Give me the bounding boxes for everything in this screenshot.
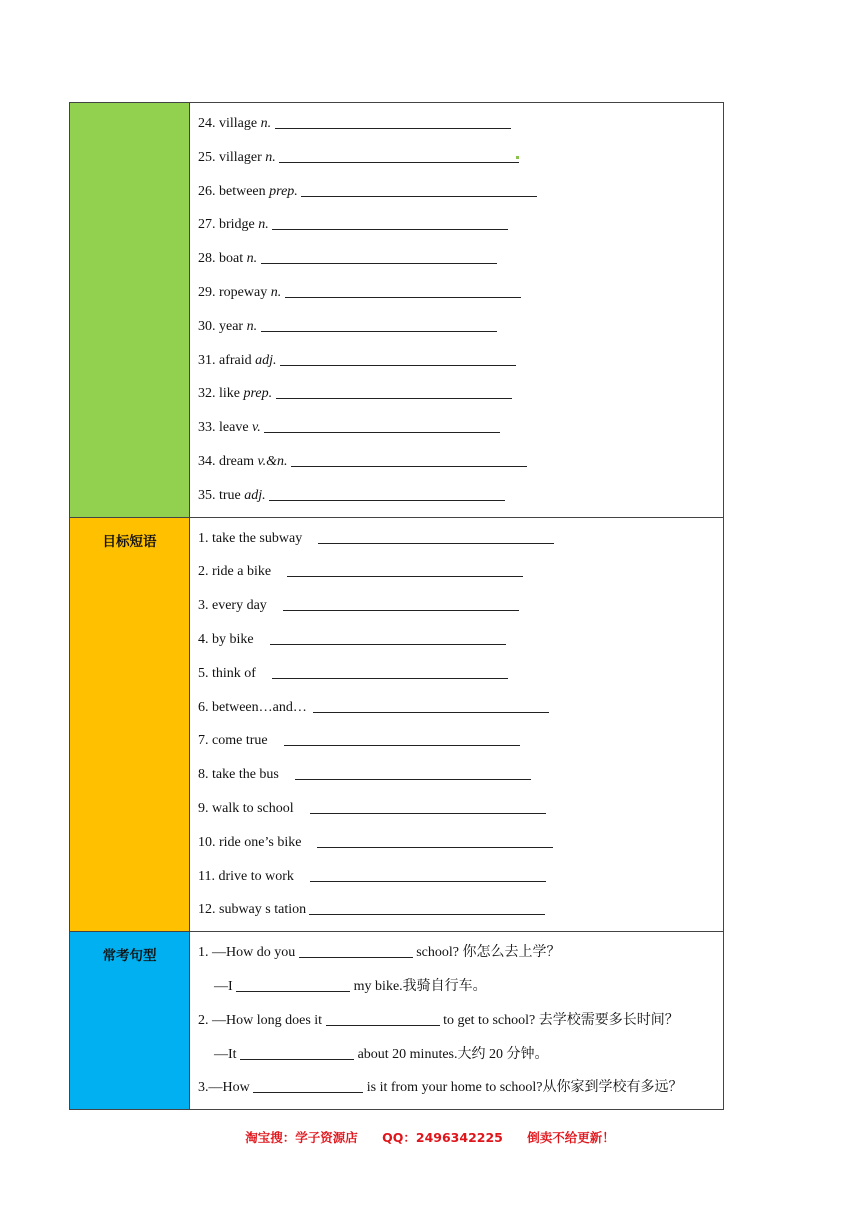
phrases-section-label: 目标短语: [70, 518, 190, 932]
phrase-text: 10. ride one’s bike: [198, 834, 302, 850]
footer-shop: 淘宝搜：学子资源店: [245, 1130, 358, 1145]
answer-blank[interactable]: [318, 529, 554, 544]
sentences-list: [190, 932, 724, 1109]
phrase-item: [198, 657, 723, 691]
phrase-text: 6. between…and…: [198, 699, 307, 715]
vocab-item: [198, 411, 723, 445]
sentence-prefix: 2. —How long does it: [198, 1012, 326, 1028]
phrase-text: 8. take the bus: [198, 767, 279, 783]
part-of-speech: adj.: [244, 487, 266, 503]
part-of-speech: prep.: [243, 386, 273, 402]
vocab-item: [198, 310, 723, 344]
vocab-word: 31. afraid: [198, 352, 256, 368]
footer: [0, 1128, 860, 1146]
phrase-item: [198, 623, 723, 657]
sentence-item: [198, 970, 723, 1004]
phrase-text: 12. subway s tation: [198, 902, 307, 918]
answer-blank[interactable]: [284, 731, 520, 746]
sentences-section: [70, 932, 724, 1110]
sentence-suffix: to get to school? 去学校需要多长时间？: [439, 1012, 679, 1028]
answer-blank[interactable]: [264, 418, 500, 433]
answer-blank[interactable]: [287, 562, 523, 577]
answer-blank[interactable]: [283, 596, 519, 611]
answer-blank[interactable]: [280, 351, 516, 366]
answer-blank[interactable]: [236, 977, 350, 992]
part-of-speech: n.: [270, 284, 282, 300]
phrase-text: 4. by bike: [198, 631, 254, 647]
sentence-prefix: —It: [214, 1046, 241, 1062]
answer-blank[interactable]: [291, 452, 527, 467]
part-of-speech: n.: [246, 251, 258, 267]
sentence-item: [198, 1004, 723, 1038]
phrase-item: [198, 893, 723, 927]
answer-blank[interactable]: [253, 1078, 363, 1093]
footer-qq: QQ：2496342225: [382, 1130, 503, 1145]
answer-blank[interactable]: [272, 664, 508, 679]
phrase-text: 3. every day: [198, 598, 267, 614]
phrase-item: [198, 589, 723, 623]
phrase-text: 11. drive to work: [198, 868, 294, 884]
sentence-suffix: my bike.我骑自行车。: [350, 978, 487, 994]
answer-blank[interactable]: [279, 148, 519, 163]
sentence-suffix: school? 你怎么去上学？: [412, 945, 561, 961]
answer-blank[interactable]: [295, 765, 531, 780]
phrase-item: [198, 522, 723, 556]
vocab-item: [198, 377, 723, 411]
phrase-item: [198, 758, 723, 792]
sentence-prefix: 3.—How: [198, 1080, 254, 1096]
answer-blank[interactable]: [261, 249, 497, 264]
answer-blank[interactable]: [326, 1011, 440, 1026]
answer-blank[interactable]: [313, 698, 549, 713]
vocab-list: [190, 103, 724, 517]
answer-blank[interactable]: [309, 900, 545, 915]
marker-dot: [516, 156, 519, 159]
phrase-item: [198, 555, 723, 589]
answer-blank[interactable]: [285, 283, 521, 298]
vocab-item: [198, 479, 723, 513]
sentence-suffix: is it from your home to school?从你家到学校有多远？: [363, 1080, 683, 1096]
vocab-section: [70, 103, 724, 518]
phrase-text: 2. ride a bike: [198, 564, 272, 580]
vocab-item: [198, 445, 723, 479]
sentence-prefix: 1. —How do you: [198, 945, 299, 961]
phrases-list: [190, 518, 724, 932]
phrase-item: [198, 691, 723, 725]
sentence-suffix: about 20 minutes.大约 20 分钟。: [354, 1046, 549, 1062]
vocab-word: 32. like: [198, 386, 244, 402]
vocab-word: 35. true: [198, 487, 245, 503]
sentence-item: [198, 936, 723, 970]
phrase-item: [198, 826, 723, 860]
sentence-item: [198, 1038, 723, 1072]
phrase-item: [198, 860, 723, 894]
sentence-item: [198, 1071, 723, 1105]
footer-note: 倒卖不给更新！: [527, 1130, 615, 1145]
part-of-speech: adj.: [255, 352, 277, 368]
answer-blank[interactable]: [310, 799, 546, 814]
sentences-section-label: 常考句型: [70, 932, 190, 1109]
vocab-word: 29. ropeway: [198, 284, 271, 300]
answer-blank[interactable]: [310, 867, 546, 882]
vocab-item: [198, 141, 723, 175]
part-of-speech: prep.: [269, 183, 298, 199]
answer-blank[interactable]: [272, 215, 508, 230]
part-of-speech: n.: [258, 217, 269, 233]
vocabulary-table: [69, 102, 724, 1110]
vocab-item: [198, 242, 723, 276]
vocab-word: 27. bridge: [198, 217, 259, 233]
phrase-item: [198, 724, 723, 758]
part-of-speech: v.&n.: [257, 453, 288, 469]
phrase-text: 7. come true: [198, 733, 268, 749]
sentence-prefix: —I: [214, 978, 237, 994]
answer-blank[interactable]: [261, 317, 497, 332]
answer-blank[interactable]: [269, 486, 505, 501]
answer-blank[interactable]: [276, 384, 512, 399]
phrase-text: 5. think of: [198, 665, 256, 681]
vocab-word: 24. village: [198, 116, 261, 131]
vocab-word: 26. between: [198, 183, 270, 199]
answer-blank[interactable]: [299, 943, 413, 958]
part-of-speech: n.: [260, 116, 272, 131]
answer-blank[interactable]: [270, 630, 506, 645]
vocab-item: [198, 344, 723, 378]
vocab-section-label: [70, 103, 190, 517]
phrase-text: 9. walk to school: [198, 800, 294, 816]
vocab-word: 28. boat: [198, 251, 247, 267]
vocab-word: 34. dream: [198, 453, 258, 469]
vocab-item: [198, 175, 723, 209]
answer-blank[interactable]: [317, 833, 553, 848]
vocab-word: 30. year: [198, 318, 247, 334]
answer-blank[interactable]: [275, 114, 511, 129]
phrases-section: [70, 518, 724, 933]
vocab-word: 25. villager: [198, 149, 266, 165]
phrase-item: [198, 792, 723, 826]
part-of-speech: n.: [265, 149, 276, 165]
vocab-item: [198, 276, 723, 310]
part-of-speech: v.: [252, 420, 261, 436]
phrase-text: 1. take the subway: [198, 530, 303, 546]
part-of-speech: n.: [246, 318, 258, 334]
vocab-item: [198, 107, 723, 141]
vocab-item: [198, 208, 723, 242]
answer-blank[interactable]: [240, 1045, 354, 1060]
vocab-word: 33. leave: [198, 420, 253, 436]
answer-blank[interactable]: [301, 182, 537, 197]
